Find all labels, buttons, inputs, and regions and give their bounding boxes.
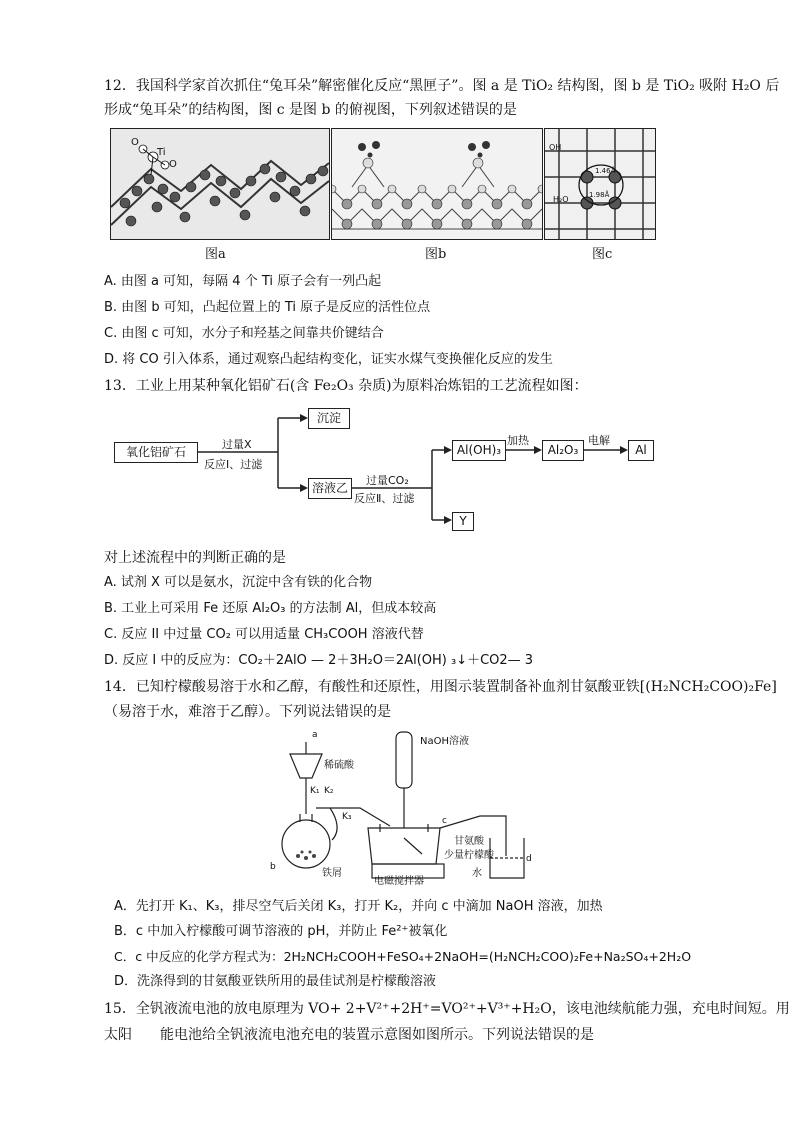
fig-a-label-o1: O <box>131 137 139 148</box>
fig-a-label-o2: O <box>169 159 177 170</box>
q13-stem: 13．工业上用某种氧化铝矿石(含 Fe₂O₃ 杂质)为原料冶炼铝的工艺流程如图： <box>104 378 588 394</box>
q12-option-d: D. 将 CO 引入体系，通过观察凸起结构变化，证实水煤气变换催化反应的发生 <box>104 352 553 367</box>
q14-option-c: C．c 中反应的化学方程式为：2H₂NCH₂COOH+FeSO₄+2NaOH=(H₂NCH₂COO)₂Fe+Na₂SO₄+2H₂O <box>114 949 692 964</box>
q15-stem-line2: 太阳 能电池给全钒液流电池充电的装置示意图如图所示。下列说法错误的是 <box>104 1027 594 1043</box>
flow-label-step2-top: 过量CO₂ <box>366 474 409 487</box>
q14-option-d: D．洗涤得到的甘氨酸亚铁所用的最佳试剂是柠檬酸溶液 <box>114 974 437 989</box>
fig-c-label-146: 1.46Å <box>595 167 616 175</box>
app-label-k1: K₁ <box>310 786 320 796</box>
flow-box-al: Al <box>628 440 654 461</box>
flow-box-aloh3: Al(OH)₃ <box>452 440 506 461</box>
app-label-k3: K₃ <box>342 812 352 822</box>
fig-c-label-oh: OH <box>549 143 562 152</box>
q14-option-a: A．先打开 K₁、K₃，排尽空气后关闭 K₃，打开 K₂，并向 c 中滴加 NaOH 溶液，加热 <box>114 899 603 914</box>
q13-prompt: 对上述流程中的判断正确的是 <box>104 550 286 566</box>
app-label-citric: 少量柠檬酸 <box>444 850 494 861</box>
app-label-a: a <box>312 730 318 740</box>
flow-label-heat: 加热 <box>507 434 529 447</box>
fig-a-label-ti: Ti <box>157 147 166 158</box>
flow-box-y: Y <box>452 512 474 531</box>
q12-option-a: A. 由图 a 可知，每隔 4 个 Ti 原子会有一列凸起 <box>104 274 382 289</box>
app-label-iron: 铁屑 <box>322 868 342 879</box>
q12-option-b: B. 由图 b 可知，凸起位置上的 Ti 原子是反应的活性位点 <box>104 300 431 315</box>
q12-stem-line1: 12．我国科学家首次抓住“兔耳朵”解密催化反应“黑匣子”。图 a 是 TiO₂ 结构图，图 b 是 TiO₂ 吸附 H₂O 后 <box>104 78 780 94</box>
flow-label-step1-bottom: 反应Ⅰ、过滤 <box>204 458 263 471</box>
app-label-c: c <box>442 816 447 826</box>
flow-box-solution: 溶液乙 <box>308 478 352 499</box>
caption-fig-c: 图c <box>592 247 613 262</box>
flow-label-step1-top: 过量X <box>222 438 252 451</box>
flow-label-step2-bottom: 反应Ⅱ、过滤 <box>354 492 415 505</box>
app-label-glycine: 甘氨酸 <box>454 836 484 847</box>
q13-option-c: C. 反应 II 中过量 CO₂ 可以用适量 CH₃COOH 溶液代替 <box>104 627 424 642</box>
q14-apparatus-figure <box>260 728 540 888</box>
q14-stem-line2: （易溶于水，难溶于乙醇）。下列说法错误的是 <box>104 704 391 720</box>
app-label-dilute-acid: 稀硫酸 <box>324 760 354 771</box>
q13-option-b: B. 工业上可采用 Fe 还原 Al₂O₃ 的方法制 Al，但成本较高 <box>104 601 437 616</box>
app-label-stirrer: 电磁搅拌器 <box>374 876 424 887</box>
app-label-water: 水 <box>472 868 482 879</box>
q13-option-a: A. 试剂 X 可以是氨水，沉淀中含有铁的化合物 <box>104 575 373 590</box>
q15-stem-line1: 15．全钒液流电池的放电原理为 VO+ 2+V²⁺+2H⁺=VO²⁺+V³⁺+H₂O，该电池续航能力强，充电时间短。用 <box>104 1001 790 1017</box>
app-label-naoh: NaOH溶液 <box>420 736 469 747</box>
q13-option-d: D. 反应 I 中的反应为：CO₂＋2AlO — 2＋3H₂O＝2Al(OH) ₃↓＋CO2— 3 <box>104 653 534 668</box>
flow-label-electrolysis: 电解 <box>588 434 610 447</box>
q12-option-c: C. 由图 c 可知，水分子和羟基之间靠共价键结合 <box>104 326 384 341</box>
caption-fig-a: 图a <box>205 247 226 262</box>
flow-box-ore: 氧化铝矿石 <box>114 442 198 463</box>
fig-c-label-h2o: H₂O <box>553 195 569 204</box>
flow-box-al2o3: Al₂O₃ <box>542 440 584 461</box>
app-label-k2: K₂ <box>324 786 334 796</box>
app-label-d: d <box>526 854 532 864</box>
app-label-b: b <box>270 862 276 872</box>
flow-box-precipitate: 沉淀 <box>308 408 350 429</box>
caption-fig-b: 图b <box>425 247 447 262</box>
fig-c-label-198: 1.98Å <box>589 191 610 199</box>
q14-option-b: B．c 中加入柠檬酸可调节溶液的 pH，并防止 Fe²⁺被氧化 <box>114 924 448 939</box>
q12-stem-line2: 形成“兔耳朵”的结构图，图 c 是图 b 的俯视图，下列叙述错误的是 <box>104 102 517 118</box>
q14-stem-line1: 14．已知柠檬酸易溶于水和乙醇，有酸性和还原性，用图示装置制备补血剂甘氨酸亚铁[(H₂NCH₂COO)₂Fe] <box>104 679 777 695</box>
